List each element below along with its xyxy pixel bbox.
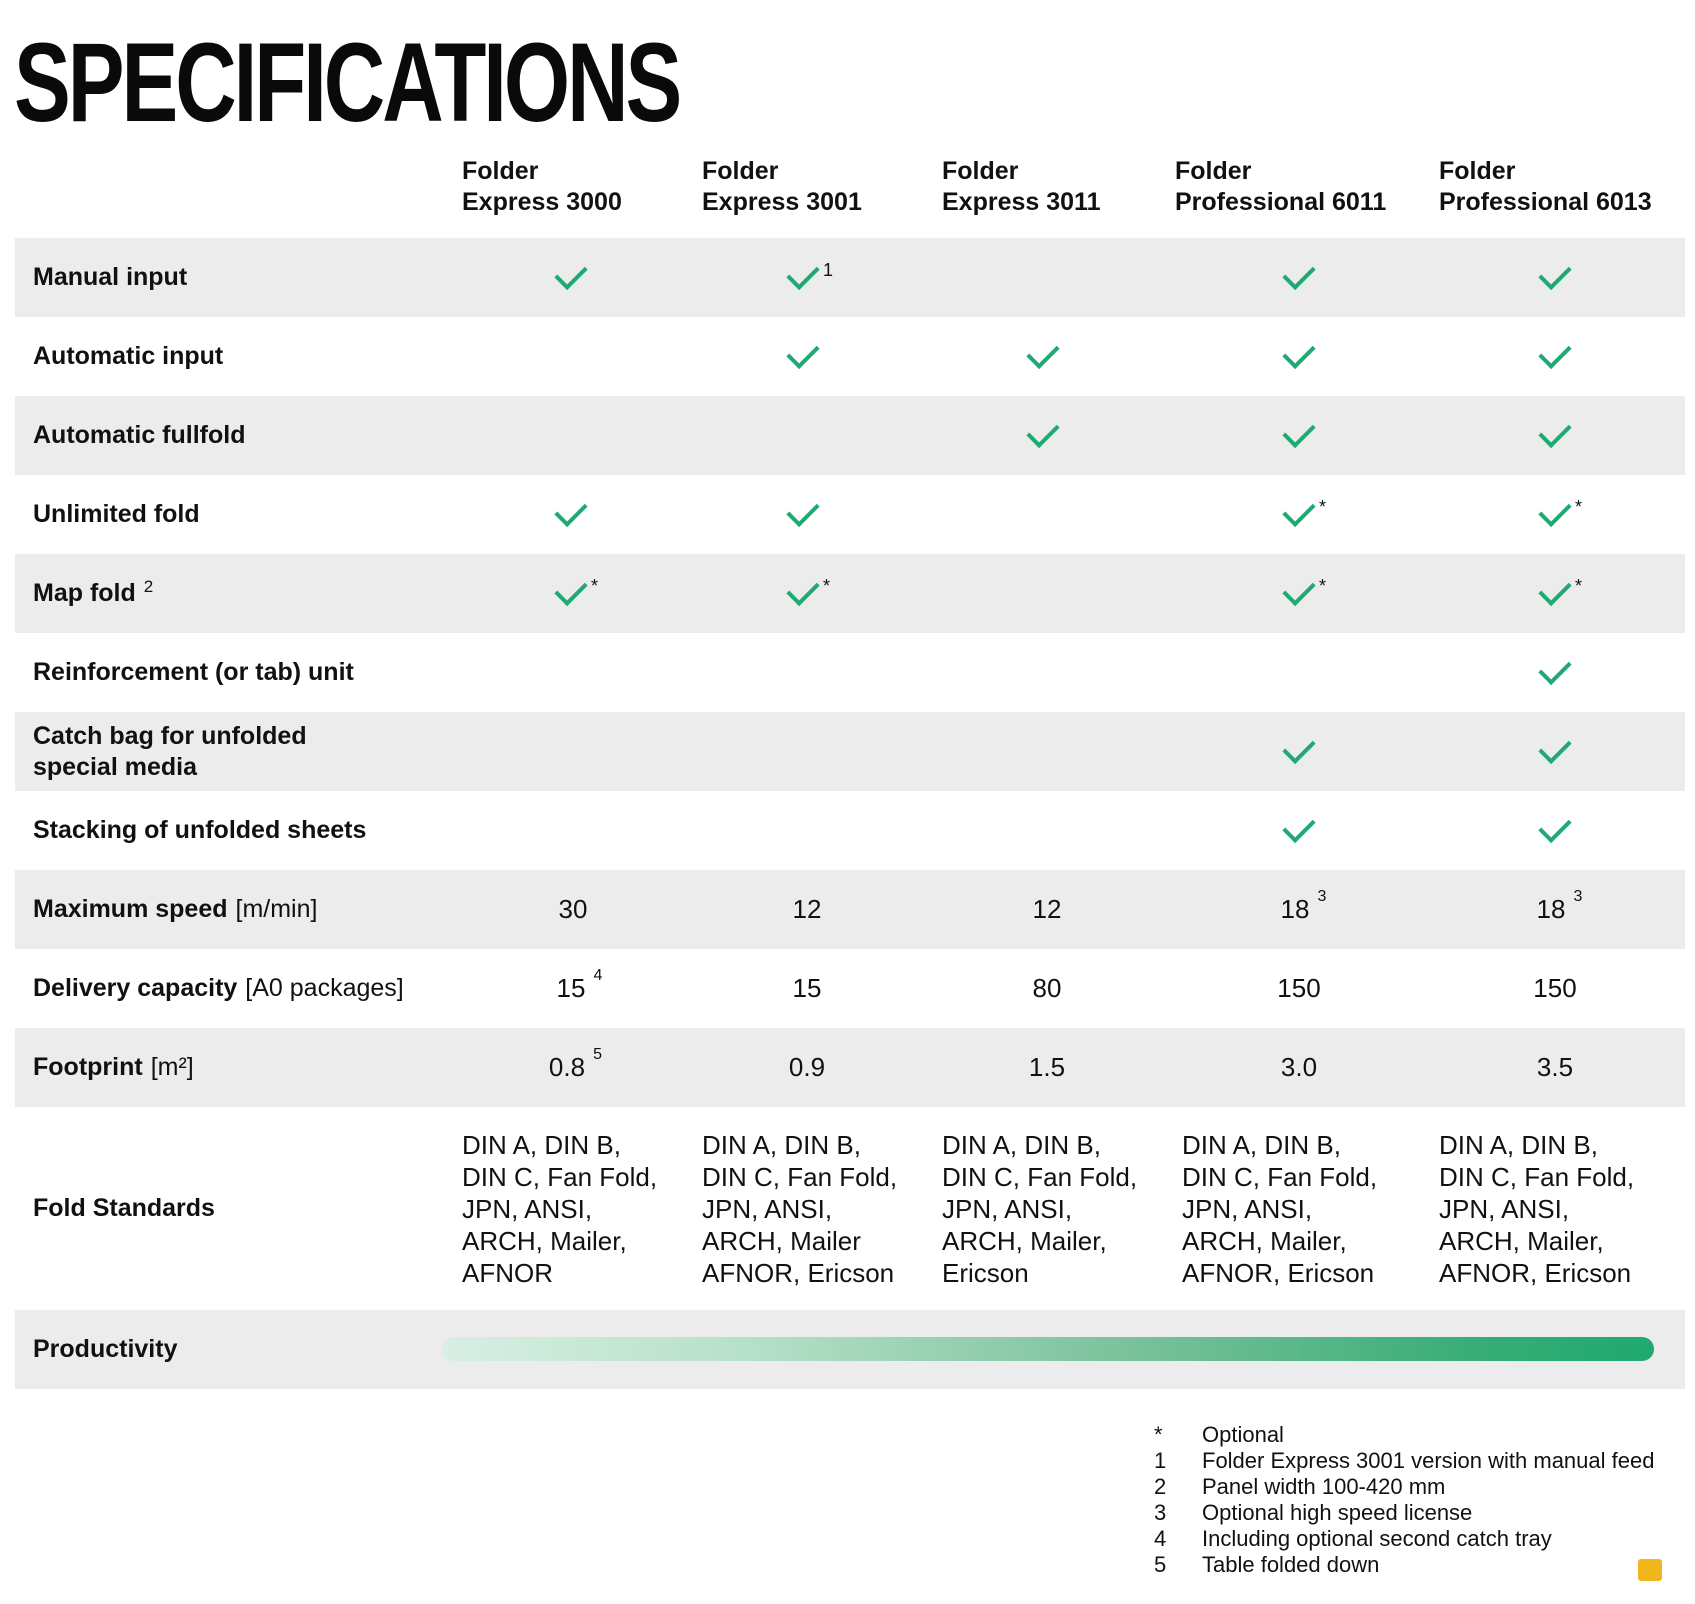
cell-value: 12: [1032, 894, 1062, 924]
footnote: 2 Panel width 100-420 mm: [1154, 1474, 1446, 1499]
check-icon: [1282, 415, 1315, 448]
row-label: Catch bag for unfolded special media: [33, 721, 307, 781]
check-icon: [1282, 810, 1315, 843]
cell: [1511, 870, 1591, 949]
row-label: Productivity: [33, 1335, 178, 1363]
check-icon: [1538, 415, 1571, 448]
cell: [1515, 791, 1595, 870]
cell: [531, 238, 611, 317]
table-row: [15, 475, 1685, 554]
table-row: [15, 554, 1685, 633]
cell: [531, 554, 611, 633]
cell: [763, 475, 843, 554]
footnote-ref: *: [1319, 575, 1327, 596]
cell: [1259, 238, 1339, 317]
check-icon: [554, 257, 587, 290]
cell: [1515, 396, 1595, 475]
row-label: Fold Standards: [33, 1194, 215, 1222]
cell: [763, 238, 843, 317]
footnote: 3 Optional high speed license: [1154, 1500, 1473, 1525]
check-icon: [1282, 336, 1315, 369]
cell: [1515, 554, 1595, 633]
check-icon: [554, 573, 587, 606]
cell: [1515, 475, 1595, 554]
column-header-professional-6011: Folder Professional 6011: [1175, 157, 1387, 216]
cell: [1007, 1028, 1087, 1107]
check-icon: [1026, 336, 1059, 369]
row-label: Delivery capacity [A0 packages]: [33, 974, 404, 1002]
cell: [1515, 1028, 1595, 1107]
cell: [767, 870, 847, 949]
cell-value: 18 3: [1280, 888, 1327, 924]
table-row: [15, 870, 1685, 949]
cell: [1255, 870, 1335, 949]
table-row: [15, 1107, 1685, 1310]
cell: [763, 317, 843, 396]
fold-standards-cell: DIN A, DIN B, DIN C, Fan Fold, JPN, ANSI, ARCH, Mailer, AFNOR, Ericson: [1182, 1130, 1378, 1288]
check-icon: [1538, 731, 1571, 764]
footnote-ref: 2: [143, 577, 154, 596]
cell: [767, 949, 847, 1028]
check-icon: [786, 257, 819, 290]
column-header-express-3011: Folder Express 3011: [942, 157, 1101, 216]
cell-value: 3.0: [1280, 1052, 1318, 1082]
cell-value: 30: [558, 894, 588, 924]
cell: [1003, 317, 1083, 396]
cell: [1515, 238, 1595, 317]
table-row: [15, 712, 1685, 791]
row-label: Maximum speed [m/min]: [33, 895, 318, 923]
table-row: [15, 949, 1685, 1028]
page-title: SPECIFICATIONS: [14, 20, 680, 145]
cell: [1259, 475, 1339, 554]
column-header-express-3000: Folder Express 3000: [462, 157, 622, 216]
row-label: Unlimited fold: [33, 500, 200, 528]
table-row: [15, 396, 1685, 475]
check-icon: [1282, 731, 1315, 764]
table-row: [15, 791, 1685, 870]
footnotes: [1154, 1422, 1654, 1578]
cell: [1259, 949, 1339, 1028]
fold-standards-cell: DIN A, DIN B, DIN C, Fan Fold, JPN, ANSI, ARCH, Mailer, AFNOR, Ericson: [1439, 1130, 1635, 1288]
check-icon: [1538, 257, 1571, 290]
check-icon: [1538, 652, 1571, 685]
corner-badge-icon: [1638, 1559, 1662, 1581]
cell-value: 150: [1533, 973, 1577, 1003]
row-label: Automatic fullfold: [33, 421, 246, 449]
fold-standards-cell: DIN A, DIN B, DIN C, Fan Fold, JPN, ANSI, ARCH, Mailer, Ericson: [942, 1130, 1138, 1288]
cell: [1515, 949, 1595, 1028]
row-label: Footprint [m²]: [33, 1053, 194, 1081]
table-row: [15, 238, 1685, 317]
cell-value: 0.8 5: [548, 1046, 602, 1082]
check-icon: [1538, 336, 1571, 369]
row-label: Stacking of unfolded sheets: [33, 816, 367, 844]
cell: [1259, 1028, 1339, 1107]
cell: [1259, 791, 1339, 870]
cell-value: 150: [1277, 973, 1321, 1003]
cell: [527, 1028, 607, 1107]
row-label: Manual input: [33, 263, 188, 291]
check-icon: [786, 336, 819, 369]
cell: [533, 870, 613, 949]
row-label: Reinforcement (or tab) unit: [33, 658, 354, 686]
cell-value: 80: [1032, 973, 1062, 1003]
table-row: [15, 1028, 1685, 1107]
cell-value: 18 3: [1536, 888, 1583, 924]
footnote-ref: *: [1319, 496, 1327, 517]
cell: [1007, 870, 1087, 949]
cell: [1515, 633, 1595, 712]
footnote-ref: *: [823, 575, 831, 596]
check-icon: [786, 494, 819, 527]
column-header-professional-6013: Folder Professional 6013: [1439, 157, 1652, 216]
cell-value: 3.5: [1536, 1052, 1574, 1082]
cell: [1259, 396, 1339, 475]
cell: [531, 949, 611, 1028]
check-icon: [554, 494, 587, 527]
productivity-gradient-bar: [442, 1337, 1654, 1361]
table-row: [15, 1310, 1685, 1389]
check-icon: [1282, 257, 1315, 290]
cell: [1003, 396, 1083, 475]
cell-value: 15: [792, 973, 822, 1003]
cell: [1259, 554, 1339, 633]
cell: [763, 554, 843, 633]
row-label: Automatic input: [33, 342, 224, 370]
cell-value: 12: [792, 894, 822, 924]
footnote-ref: *: [1575, 575, 1583, 596]
footnote: 1 Folder Express 3001 version with manual feed: [1154, 1448, 1655, 1473]
footnote-ref: 1: [823, 259, 834, 280]
cell: [531, 475, 611, 554]
cell: [1259, 317, 1339, 396]
check-icon: [1538, 810, 1571, 843]
cell: [1515, 712, 1595, 791]
footnote: * Optional: [1154, 1422, 1284, 1447]
cell-value: 15 4: [556, 967, 603, 1003]
check-icon: [1282, 573, 1315, 606]
check-icon: [786, 573, 819, 606]
cell: [1259, 712, 1339, 791]
check-icon: [1538, 573, 1571, 606]
row-label: Map fold 2: [33, 554, 153, 633]
fold-standards-cell: DIN A, DIN B, DIN C, Fan Fold, JPN, ANSI, ARCH, Mailer, AFNOR: [462, 1130, 658, 1288]
cell: [1007, 949, 1087, 1028]
footnote-ref: *: [591, 575, 599, 596]
check-icon: [1538, 494, 1571, 527]
fold-standards-cell: DIN A, DIN B, DIN C, Fan Fold, JPN, ANSI, ARCH, Mailer AFNOR, Ericson: [702, 1130, 898, 1288]
check-icon: [1282, 494, 1315, 527]
column-header-express-3001: Folder Express 3001: [702, 157, 862, 216]
cell: [767, 1028, 847, 1107]
footnote-ref: *: [1575, 496, 1583, 517]
footnote: 4 Including optional second catch tray: [1154, 1526, 1552, 1551]
table-header: [15, 150, 1685, 238]
specifications-table: [15, 150, 1685, 1389]
table-row: [15, 317, 1685, 396]
cell: [1515, 317, 1595, 396]
cell-value: 0.9: [788, 1052, 826, 1082]
cell-value: 1.5: [1028, 1052, 1066, 1082]
check-icon: [1026, 415, 1059, 448]
table-row: [15, 633, 1685, 712]
footnote: 5 Table folded down: [1154, 1552, 1380, 1577]
